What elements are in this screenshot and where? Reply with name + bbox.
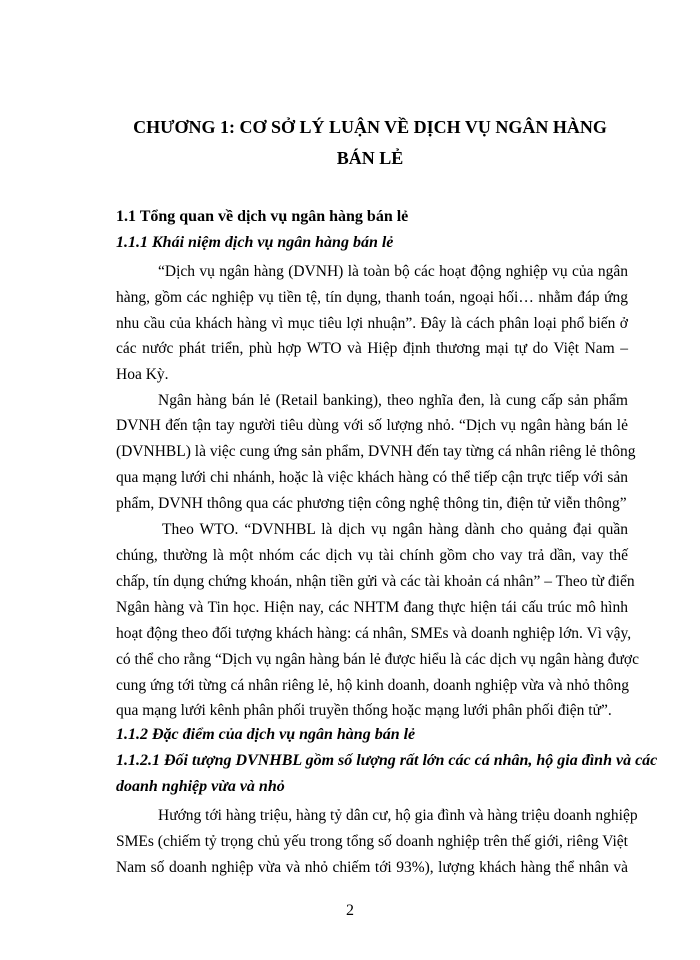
paragraph-4-line: SMEs (chiếm tỷ trọng chủ yếu trong tổng số doanh nghiệp trên thế giới, riêng Việt [116, 833, 628, 850]
paragraph-1-line: Hoa Kỳ. [116, 366, 169, 383]
chapter-title-line-2: BÁN LẺ [336, 148, 404, 168]
paragraph-3-line: Ngân hàng và Tin học. Hiện nay, các NHTM đang thực hiện tái cấu trúc mô hình [116, 599, 628, 616]
paragraph-4-line: Nam số doanh nghiệp vừa và nhỏ chiếm tới 93%), lượng khách hàng thể nhân và [116, 859, 628, 876]
subsection-heading-1-1-2-1-line-2: doanh nghiệp vừa và nhỏ [116, 778, 285, 795]
page-number: 2 [346, 902, 354, 919]
subsection-heading-1-1-2-1-line-1: 1.1.2.1 Đối tượng DVNHBL gồm số lượng rất lớn các cá nhân, hộ gia đình và các [116, 752, 658, 769]
paragraph-2-line: qua mạng lưới chi nhánh, hoặc là việc khách hàng có thể tiếp cận trực tiếp với sản [116, 469, 628, 486]
paragraph-1-line: nhu cầu của khách hàng vì mục tiêu lợi nhuận”. Đây là cách phân loại phổ biến ở [116, 315, 628, 332]
paragraph-2-line: (DVNHBL) là việc cung ứng sản phẩm, DVNH đến tay từng cá nhân riêng lẻ thông [116, 443, 636, 460]
paragraph-3-line: chấp, tín dụng chứng khoán, nhận tiền gửi và các tài khoản cá nhân” – Theo từ điển [116, 573, 635, 590]
paragraph-3-line: hoạt động theo đối tượng khách hàng: cá nhân, SMEs và doanh nghiệp lớn. Vì vậy, [116, 625, 632, 642]
paragraph-3-line: cung ứng tới từng cá nhân riêng lẻ, hộ kinh doanh, doanh nghiệp vừa và nhỏ thông [116, 677, 629, 694]
paragraph-2-line: phẩm, DVNH thông qua các phương tiện công nghệ thông tin, điện tử viễn thông” [116, 495, 627, 512]
paragraph-1-line: “Dịch vụ ngân hàng (DVNH) là toàn bộ các hoạt động nghiệp vụ của ngân [158, 263, 628, 280]
paragraph-3-line: chúng, thường là một nhóm các dịch vụ tài chính gồm cho vay trả dần, vay thế [116, 547, 628, 564]
paragraph-3-line: qua mạng lưới kênh phân phối truyền thống hoặc mạng lưới phân phối điện tử”. [116, 702, 612, 719]
paragraph-1-line: hàng, gồm các nghiệp vụ tiền tệ, tín dụng, thanh toán, ngoại hối… nhằm đáp ứng [116, 289, 628, 306]
paragraph-3-line: có thể cho rằng “Dịch vụ ngân hàng bán lẻ được hiểu là các dịch vụ ngân hàng được [116, 651, 639, 668]
section-heading-1-1: 1.1 Tổng quan về dịch vụ ngân hàng bán lẻ [116, 208, 409, 225]
paragraph-3-line: Theo WTO. “DVNHBL là dịch vụ ngân hàng dành cho quảng đại quần [162, 521, 628, 538]
chapter-title-line-1: CHƯƠNG 1: CƠ SỞ LÝ LUẬN VỀ DỊCH VỤ NGÂN HÀNG [133, 117, 607, 137]
paragraph-2-line: DVNH đến tận tay người tiêu dùng với số lượng nhỏ. “Dịch vụ ngân hàng bán lẻ [116, 417, 628, 434]
subsection-heading-1-1-2: 1.1.2 Đặc điểm của dịch vụ ngân hàng bán lẻ [116, 726, 416, 743]
paragraph-1-line: các nước phát triển, phù hợp WTO và Hiệp định thương mại tự do Việt Nam – [116, 340, 628, 357]
paragraph-4-line: Hướng tới hàng triệu, hàng tỷ dân cư, hộ gia đình và hàng triệu doanh nghiệp [158, 807, 638, 824]
paragraph-2-line: Ngân hàng bán lẻ (Retail banking), theo nghĩa đen, là cung cấp sản phẩm [158, 392, 628, 409]
subsection-heading-1-1-1: 1.1.1 Khái niệm dịch vụ ngân hàng bán lẻ [116, 234, 394, 251]
